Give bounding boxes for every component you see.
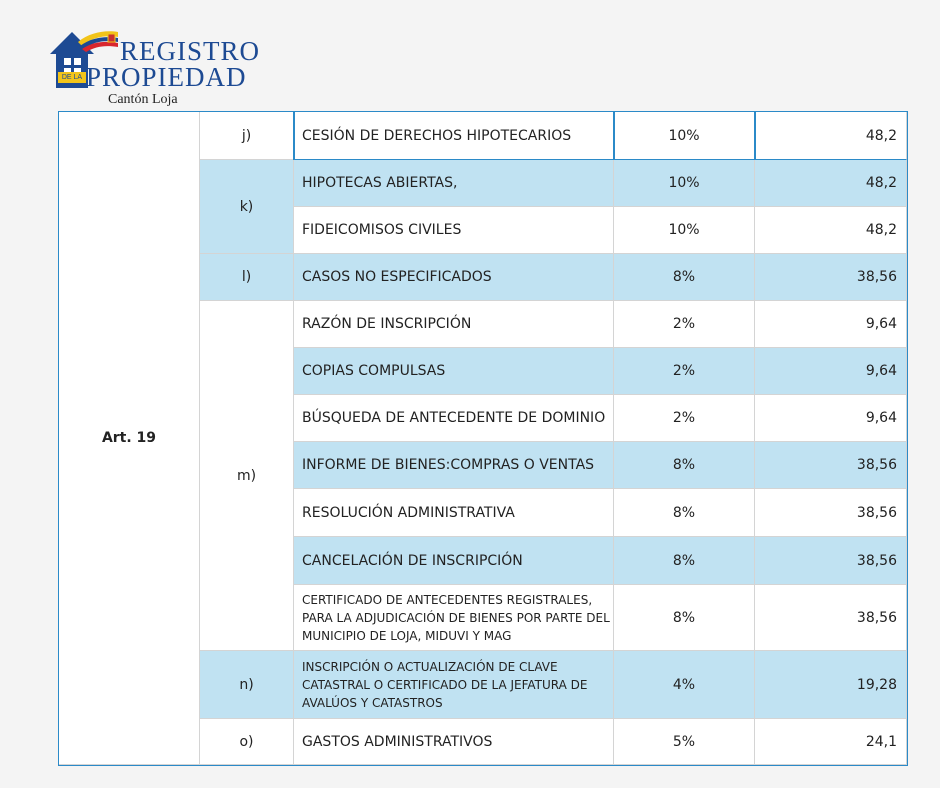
table-row-value: 19,28 (755, 651, 907, 719)
logo-registro-text: REGISTRO (120, 36, 261, 66)
group-letter-m: m) (200, 301, 294, 651)
table-row-value: 9,64 (755, 348, 907, 395)
logo-de-la-badge: DE LA (58, 72, 86, 83)
table-row-percent: 8% (614, 585, 755, 651)
table-row-percent: 2% (614, 348, 755, 395)
highlight-border (613, 112, 615, 160)
table-row-value: 38,56 (755, 442, 907, 489)
group-letter-j: j) (200, 112, 294, 160)
table-row-percent: 8% (614, 489, 755, 537)
table-row-concept: COPIAS COMPULSAS (294, 348, 614, 395)
logo-canton-text: Cantón Loja (108, 92, 178, 107)
table-row-concept: CASOS NO ESPECIFICADOS (294, 254, 614, 301)
table-row-value: 38,56 (755, 537, 907, 585)
table-row-value: 9,64 (755, 395, 907, 442)
table-row-value: 38,56 (755, 489, 907, 537)
table-row-concept: CANCELACIÓN DE INSCRIPCIÓN (294, 537, 614, 585)
table-row-value: 38,56 (755, 585, 907, 651)
table-row-concept: GASTOS ADMINISTRATIVOS (294, 719, 614, 765)
table-row-concept: FIDEICOMISOS CIVILES (294, 207, 614, 254)
table-row-percent: 2% (614, 395, 755, 442)
article-label: Art. 19 (101, 430, 157, 446)
table-row-percent: 2% (614, 301, 755, 348)
table-row-percent: 5% (614, 719, 755, 765)
table-row-concept: RAZÓN DE INSCRIPCIÓN (294, 301, 614, 348)
table-row-percent: 8% (614, 537, 755, 585)
table-row-concept: HIPOTECAS ABIERTAS, (294, 160, 614, 207)
fees-table (58, 111, 908, 766)
table-row-value: 9,64 (755, 301, 907, 348)
table-row-concept: RESOLUCIÓN ADMINISTRATIVA (294, 489, 614, 537)
registro-propiedad-logo (48, 24, 268, 110)
article-cell (59, 112, 200, 765)
table-row-percent: 10% (614, 160, 755, 207)
table-row-percent: 4% (614, 651, 755, 719)
table-row-value: 48,2 (755, 207, 907, 254)
table-row-concept: CESIÓN DE DERECHOS HIPOTECARIOS (294, 112, 614, 160)
table-row-percent: 10% (614, 207, 755, 254)
group-letter-l: l) (200, 254, 294, 301)
table-row-concept: INFORME DE BIENES:COMPRAS O VENTAS (294, 442, 614, 489)
table-row-percent: 8% (614, 442, 755, 489)
table-row-concept: BÚSQUEDA DE ANTECEDENTE DE DOMINIO (294, 395, 614, 442)
table-row-value: 48,2 (755, 160, 907, 207)
table-row-value: 24,1 (755, 719, 907, 765)
table-row-value: 38,56 (755, 254, 907, 301)
group-letter-k: k) (200, 160, 294, 254)
logo-propiedad-text: PROPIEDAD (86, 62, 247, 92)
table-row-percent: 10% (614, 112, 755, 160)
group-letter-n: n) (200, 651, 294, 719)
table-row-concept: CERTIFICADO DE ANTECEDENTES REGISTRALES, PARA LA ADJUDICACIÓN DE BIENES POR PARTE DEL MUNICIPIO DE LOJA, MIDUVI Y MAG (294, 585, 614, 651)
group-letter-o: o) (200, 719, 294, 765)
table-row-value: 48,2 (755, 112, 907, 160)
table-row-percent: 8% (614, 254, 755, 301)
highlight-border (754, 112, 756, 160)
highlight-border (293, 112, 295, 160)
table-row-concept: INSCRIPCIÓN O ACTUALIZACIÓN DE CLAVE CATASTRAL O CERTIFICADO DE LA JEFATURA DE AVALÚOS Y CATASTROS (294, 651, 614, 719)
